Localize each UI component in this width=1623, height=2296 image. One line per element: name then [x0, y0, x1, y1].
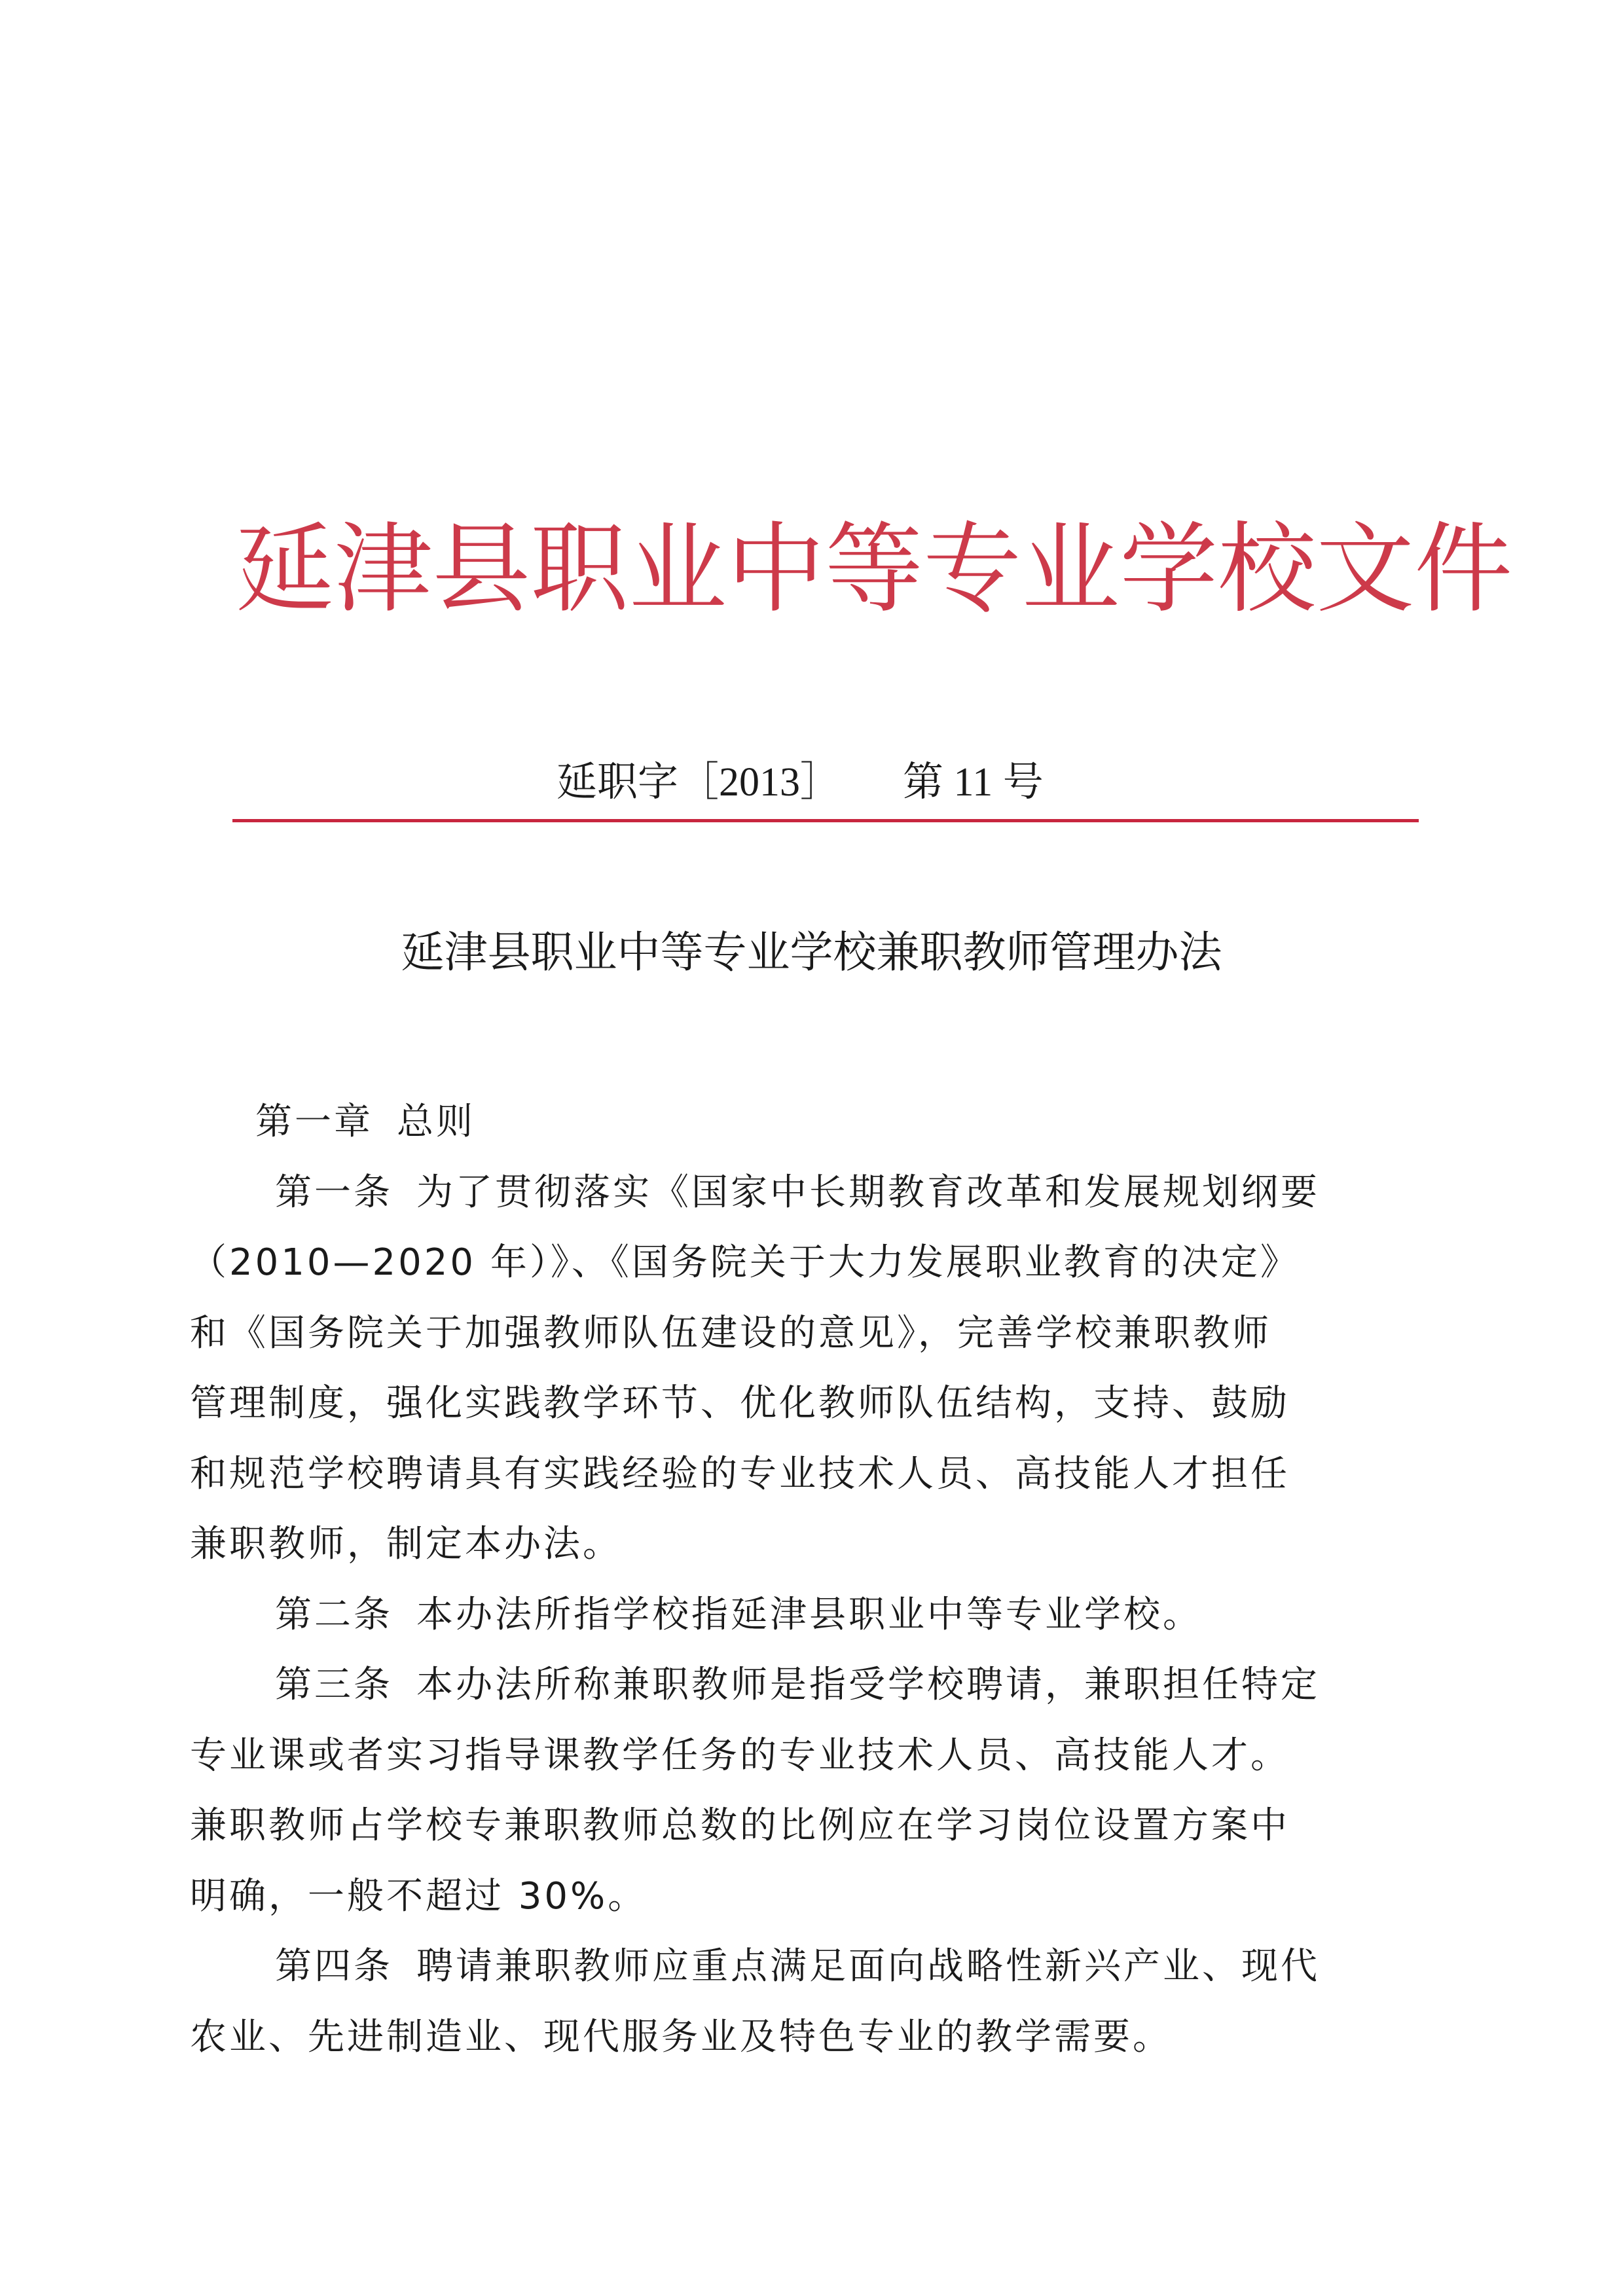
red-title-char: 县 [432, 513, 531, 627]
article-line: 和《国务院关于加强教师队伍建设的意见》，完善学校兼职教师 [190, 1311, 1271, 1355]
article-line: 明确，一般不超过 30%。 [190, 1874, 647, 1918]
red-title-char: 延 [236, 513, 335, 627]
article [190, 1157, 1440, 1580]
article-line: 农业、先进制造业、现代服务业及特色专业的教学需要。 [190, 2015, 1172, 2058]
red-title-char: 业 [629, 513, 727, 627]
article [190, 1931, 1440, 2072]
red-title-char: 津 [334, 513, 433, 627]
article-line [190, 1580, 1440, 1650]
article-line [190, 1157, 1440, 1228]
article-line: 专业课或者实习指导课教学任务的专业技术人员、高技能人才。 [190, 1734, 1290, 1777]
article-label: 第一条 [275, 1171, 393, 1214]
article-line: 兼职教师，制定本办法。 [190, 1523, 622, 1565]
article-line [190, 1931, 1440, 2002]
red-title-char: 学 [1120, 513, 1218, 627]
red-separator-line [232, 819, 1419, 822]
red-title-char: 职 [530, 513, 629, 627]
article-label: 第四条 [275, 1945, 393, 1988]
document-title: 延津县职业中等专业学校兼职教师管理办法 [401, 927, 1222, 977]
article-line: 管理制度，强化实践教学环节、优化教师队伍结构，支持、鼓励 [190, 1382, 1290, 1425]
document-body [190, 1087, 1440, 2072]
article-text: 本办法所称兼职教师是指受学校聘请，兼职担任特定 [416, 1664, 1320, 1706]
article-line: 兼职教师占学校专兼职教师总数的比例应在学习岗位设置方案中 [190, 1804, 1290, 1847]
red-title-char: 专 [923, 513, 1022, 627]
red-title-char: 业 [1021, 513, 1120, 627]
document-number-suffix: 第 11 号 [903, 760, 1044, 805]
red-title-char: 等 [825, 513, 924, 627]
document-number-prefix: 延职字［2013］ [556, 760, 841, 805]
red-header-title [236, 484, 1513, 655]
red-title-char: 件 [1414, 513, 1513, 627]
article-label: 第二条 [275, 1593, 393, 1636]
chapter-label: 第一章 [255, 1101, 373, 1143]
article-line: 和规范学校聘请具有实践经验的专业技术人员、高技能人才担任 [190, 1452, 1290, 1495]
article-line [190, 1650, 1440, 1721]
chapter-name: 总则 [397, 1101, 475, 1143]
article [190, 1580, 1440, 1650]
chapter-heading [190, 1087, 1440, 1157]
article-text: 聘请兼职教师应重点满足面向战略性新兴产业、现代 [416, 1945, 1320, 1988]
article-text: 本办法所指学校指延津县职业中等专业学校。 [416, 1593, 1202, 1636]
red-title-char: 中 [727, 513, 826, 627]
red-title-char: 文 [1316, 513, 1415, 627]
article-text: 为了贯彻落实《国家中长期教育改革和发展规划纲要 [416, 1171, 1320, 1214]
red-title-char: 校 [1218, 513, 1317, 627]
article-line: （2010—2020 年）》、《国务院关于大力发展职业教育的决定》 [190, 1241, 1300, 1284]
article [190, 1650, 1440, 1931]
document-number [556, 746, 1044, 818]
article-label: 第三条 [275, 1664, 393, 1706]
